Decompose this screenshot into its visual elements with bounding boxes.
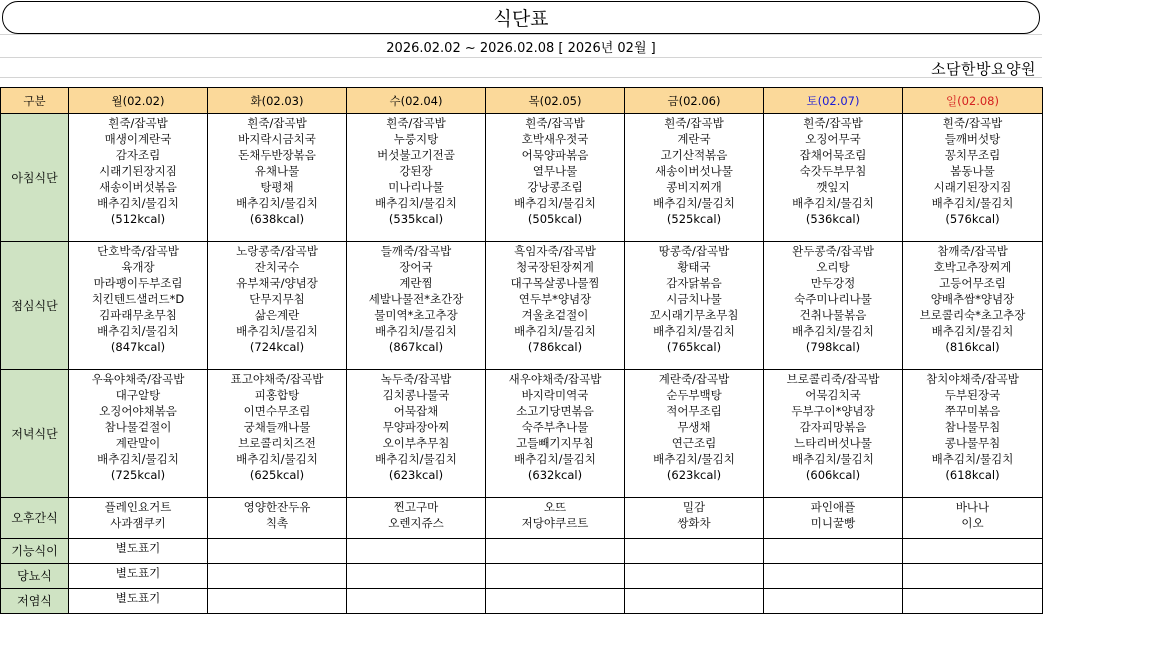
menu-item: 어묵김치국 bbox=[805, 388, 861, 402]
menu-cell bbox=[486, 370, 625, 498]
menu-item: 배추김치/물김치 bbox=[236, 196, 318, 210]
menu-item: 피홍합탕 bbox=[254, 388, 300, 402]
day-header-sat: 토(02.07) bbox=[764, 88, 903, 114]
menu-cell-items bbox=[347, 370, 485, 483]
menu-cell bbox=[69, 564, 208, 589]
calorie-value: (623kcal) bbox=[666, 468, 722, 482]
menu-cell bbox=[764, 114, 903, 242]
menu-cell bbox=[625, 589, 764, 614]
menu-item: 감자조림 bbox=[115, 148, 161, 162]
menu-item: 어묵양파볶음 bbox=[521, 148, 589, 162]
menu-cell-items bbox=[208, 589, 346, 590]
menu-cell-items bbox=[764, 564, 902, 565]
menu-item: 단호박죽/잡곡밥 bbox=[97, 244, 179, 258]
menu-cell-items bbox=[625, 370, 763, 483]
calorie-value: (632kcal) bbox=[527, 468, 583, 482]
menu-cell bbox=[903, 498, 1043, 539]
menu-cell-items bbox=[69, 370, 207, 483]
menu-item: 플레인요거트 bbox=[104, 500, 172, 514]
menu-item: 참나물무침 bbox=[944, 420, 1001, 434]
row-label: 오후간식 bbox=[1, 498, 69, 539]
menu-item: 꽁치무조림 bbox=[944, 148, 1001, 162]
menu-cell-items bbox=[347, 589, 485, 590]
menu-item: 장어국 bbox=[399, 260, 433, 274]
menu-cell-items bbox=[486, 539, 624, 540]
day-header-fri: 금(02.06) bbox=[625, 88, 764, 114]
calorie-value: (606kcal) bbox=[805, 468, 861, 482]
calorie-value: (765kcal) bbox=[666, 340, 722, 354]
menu-item: 브로콜리죽/잡곡밥 bbox=[786, 372, 880, 386]
menu-item: 별도표기 bbox=[115, 591, 161, 605]
menu-cell-items bbox=[208, 114, 346, 227]
menu-item: 저당야쿠르트 bbox=[521, 516, 589, 530]
menu-item: 배추김치/물김치 bbox=[514, 324, 596, 338]
calorie-value: (638kcal) bbox=[249, 212, 305, 226]
menu-cell-items bbox=[69, 539, 207, 556]
menu-cell-items bbox=[625, 498, 763, 531]
menu-cell bbox=[208, 564, 347, 589]
menu-cell-items bbox=[347, 242, 485, 355]
menu-item: 브로콜리치즈전 bbox=[238, 436, 316, 450]
menu-item: 오리탕 bbox=[816, 260, 850, 274]
menu-cell bbox=[347, 539, 486, 564]
menu-item: 바지락미역국 bbox=[521, 388, 589, 402]
menu-cell-items bbox=[208, 242, 346, 355]
menu-cell bbox=[69, 589, 208, 614]
menu-cell bbox=[208, 589, 347, 614]
menu-item: 봄동나물 bbox=[950, 164, 995, 178]
menu-cell-items bbox=[486, 589, 624, 590]
menu-item: 대구목살콩나물찜 bbox=[510, 276, 600, 290]
menu-item: 적어무조림 bbox=[666, 404, 722, 418]
menu-item: 참나물겉절이 bbox=[104, 420, 172, 434]
menu-item: 쭈꾸미볶음 bbox=[944, 404, 1001, 418]
menu-cell bbox=[208, 114, 347, 242]
menu-item: 흰죽/잡곡밥 bbox=[525, 116, 585, 130]
menu-item: 배추김치/물김치 bbox=[931, 452, 1014, 466]
menu-item: 표고야채죽/잡곡밥 bbox=[230, 372, 324, 386]
menu-item: 느타리버섯나물 bbox=[794, 436, 872, 450]
menu-item: 이면수무조림 bbox=[243, 404, 311, 418]
menu-item: 이오 bbox=[961, 516, 984, 530]
menu-item: 칙촉 bbox=[265, 516, 289, 530]
menu-item: 호박새우젓국 bbox=[521, 132, 589, 146]
menu-cell bbox=[486, 564, 625, 589]
row-label: 저녁식단 bbox=[1, 370, 69, 498]
menu-cell bbox=[903, 242, 1043, 370]
menu-item: 두부된장국 bbox=[944, 388, 1001, 402]
menu-cell-items bbox=[208, 498, 346, 531]
calorie-value: (535kcal) bbox=[388, 212, 444, 226]
header-label: 구분 bbox=[1, 88, 69, 114]
menu-cell bbox=[347, 114, 486, 242]
menu-item: 쌍화차 bbox=[677, 516, 711, 530]
menu-item: 삶은계란 bbox=[254, 308, 300, 322]
menu-row-dinner bbox=[1, 370, 1043, 498]
menu-item: 육개장 bbox=[121, 260, 155, 274]
menu-item: 양배추쌈*양념장 bbox=[930, 292, 1015, 306]
menu-cell bbox=[69, 242, 208, 370]
row-label: 기능식이 bbox=[1, 539, 69, 564]
menu-cell-items bbox=[903, 114, 1042, 227]
menu-cell-items bbox=[625, 114, 763, 227]
calorie-value: (847kcal) bbox=[110, 340, 166, 354]
menu-item: 연근조림 bbox=[671, 436, 717, 450]
menu-cell-items bbox=[486, 242, 624, 355]
menu-item: 열무나물 bbox=[532, 164, 578, 178]
menu-cell-items bbox=[764, 589, 902, 590]
menu-cell bbox=[625, 498, 764, 539]
menu-item: 흑임자죽/잡곡밥 bbox=[514, 244, 596, 258]
menu-cell-items bbox=[347, 539, 485, 540]
menu-item: 흰죽/잡곡밥 bbox=[108, 116, 168, 130]
menu-cell-items bbox=[903, 539, 1042, 540]
calorie-value: (576kcal) bbox=[945, 212, 1000, 226]
day-header-wed: 수(02.04) bbox=[347, 88, 486, 114]
menu-cell-items bbox=[903, 242, 1042, 355]
menu-item: 고기산적볶음 bbox=[660, 148, 728, 162]
menu-cell-items bbox=[764, 498, 902, 531]
menu-table bbox=[0, 87, 1043, 614]
menu-cell bbox=[625, 564, 764, 589]
menu-item: 계란죽/잡곡밥 bbox=[658, 372, 730, 386]
menu-item: 잡채어묵조림 bbox=[799, 148, 867, 162]
menu-item: 강된장 bbox=[399, 164, 433, 178]
calorie-value: (725kcal) bbox=[110, 468, 166, 482]
menu-cell bbox=[208, 370, 347, 498]
period-range: 2026.02.02 ~ 2026.02.08 [ 2026년 02월 ] bbox=[386, 40, 656, 56]
menu-cell-items bbox=[486, 114, 624, 227]
menu-item: 어묵잡채 bbox=[393, 404, 439, 418]
calorie-value: (505kcal) bbox=[527, 212, 583, 226]
day-header-mon: 월(02.02) bbox=[69, 88, 208, 114]
menu-item: 순두부백탕 bbox=[666, 388, 722, 402]
menu-item: 흰죽/잡곡밥 bbox=[247, 116, 307, 130]
menu-item: 배추김치/물김치 bbox=[653, 324, 735, 338]
menu-item: 땅콩죽/잡곡밥 bbox=[658, 244, 730, 258]
menu-cell bbox=[903, 114, 1043, 242]
menu-cell bbox=[625, 370, 764, 498]
menu-item: 유채나물 bbox=[254, 164, 300, 178]
row-label: 점심식단 bbox=[1, 242, 69, 370]
menu-item: 새우야채죽/잡곡밥 bbox=[508, 372, 602, 386]
organization-name: 소담한방요양원 bbox=[931, 59, 1036, 78]
menu-item: 감자닭볶음 bbox=[666, 276, 722, 290]
menu-item: 배추김치/물김치 bbox=[375, 324, 457, 338]
menu-item: 바나나 bbox=[955, 500, 990, 514]
menu-cell bbox=[69, 370, 208, 498]
menu-cell-items bbox=[903, 564, 1042, 565]
menu-item: 치킨텐드샐러드*D bbox=[91, 292, 185, 306]
menu-item: 콩나물무침 bbox=[944, 436, 1001, 450]
menu-item: 고등어무조림 bbox=[939, 276, 1006, 290]
menu-item: 영양한잔두유 bbox=[243, 500, 311, 514]
menu-item: 잔치국수 bbox=[254, 260, 300, 274]
menu-item: 들깨버섯탕 bbox=[944, 132, 1001, 146]
menu-item: 미나리나물 bbox=[388, 180, 444, 194]
menu-item: 배추김치/물김치 bbox=[931, 196, 1014, 210]
menu-item: 연두부*양념장 bbox=[518, 292, 592, 306]
menu-cell-items bbox=[69, 589, 207, 606]
menu-item: 노랑콩죽/잡곡밥 bbox=[236, 244, 318, 258]
menu-cell bbox=[903, 564, 1043, 589]
menu-cell bbox=[764, 589, 903, 614]
menu-cell bbox=[764, 539, 903, 564]
calorie-value: (798kcal) bbox=[805, 340, 861, 354]
menu-item: 참치야채죽/잡곡밥 bbox=[926, 372, 1019, 386]
calorie-value: (724kcal) bbox=[249, 340, 305, 354]
menu-cell-items bbox=[903, 370, 1042, 483]
menu-cell bbox=[69, 498, 208, 539]
menu-cell-items bbox=[764, 114, 902, 227]
menu-item: 흰죽/잡곡밥 bbox=[386, 116, 446, 130]
menu-cell bbox=[486, 242, 625, 370]
calorie-value: (623kcal) bbox=[388, 468, 444, 482]
menu-item: 숙주미나리나물 bbox=[794, 292, 872, 306]
menu-cell bbox=[903, 539, 1043, 564]
menu-cell-items bbox=[69, 564, 207, 581]
menu-item: 콩비지찌개 bbox=[666, 180, 722, 194]
menu-item: 시금치나물 bbox=[666, 292, 722, 306]
menu-item: 계란찜 bbox=[399, 276, 433, 290]
calorie-value: (867kcal) bbox=[388, 340, 444, 354]
menu-item: 브로콜리숙*초고추장 bbox=[919, 308, 1026, 322]
menu-cell-items bbox=[208, 370, 346, 483]
menu-item: 배추김치/물김치 bbox=[514, 452, 596, 466]
menu-item: 호박고추장찌게 bbox=[933, 260, 1012, 274]
menu-cell-items bbox=[486, 564, 624, 565]
menu-item: 버섯불고기전골 bbox=[377, 148, 455, 162]
menu-item: 바지락시금치국 bbox=[238, 132, 316, 146]
menu-item: 매생이계란국 bbox=[104, 132, 172, 146]
menu-row-low-sodium-diet bbox=[1, 589, 1043, 614]
menu-item: 오징어야채볶음 bbox=[99, 404, 177, 418]
menu-item: 배추김치/물김치 bbox=[653, 452, 735, 466]
menu-item: 겨울초겉절이 bbox=[521, 308, 589, 322]
menu-cell-items bbox=[347, 564, 485, 565]
menu-item: 배추김치/물김치 bbox=[97, 324, 179, 338]
menu-item: 탕평채 bbox=[260, 180, 294, 194]
menu-item: 김파래무초무침 bbox=[99, 308, 177, 322]
menu-cell-items bbox=[347, 114, 485, 227]
calorie-value: (786kcal) bbox=[527, 340, 583, 354]
menu-cell bbox=[903, 370, 1043, 498]
menu-cell bbox=[625, 539, 764, 564]
calorie-value: (525kcal) bbox=[666, 212, 722, 226]
menu-item: 황태국 bbox=[677, 260, 711, 274]
menu-item: 세발나물전*초간장 bbox=[368, 292, 464, 306]
menu-cell-items bbox=[625, 564, 763, 565]
row-label: 저염식 bbox=[1, 589, 69, 614]
menu-cell-items bbox=[764, 242, 902, 355]
menu-item: 무양파장아찌 bbox=[382, 420, 450, 434]
menu-item: 누룽지탕 bbox=[393, 132, 439, 146]
menu-cell bbox=[69, 539, 208, 564]
menu-cell bbox=[486, 589, 625, 614]
menu-cell-items bbox=[208, 539, 346, 540]
menu-row-afternoon-snack bbox=[1, 498, 1043, 539]
menu-cell-items bbox=[69, 114, 207, 227]
page-title: 식단표 bbox=[2, 1, 1040, 34]
menu-item: 참깨죽/잡곡밥 bbox=[937, 244, 1008, 258]
menu-cell bbox=[208, 539, 347, 564]
menu-item: 만두강정 bbox=[810, 276, 856, 290]
menu-item: 배추김치/물김치 bbox=[375, 196, 457, 210]
menu-row-breakfast bbox=[1, 114, 1043, 242]
calorie-value: (536kcal) bbox=[805, 212, 861, 226]
day-header-thu: 목(02.05) bbox=[486, 88, 625, 114]
menu-item: 별도표기 bbox=[115, 566, 161, 580]
menu-item: 새송이버섯나물 bbox=[655, 164, 733, 178]
menu-cell bbox=[486, 114, 625, 242]
menu-item: 배추김치/물김치 bbox=[236, 324, 318, 338]
menu-cell-items bbox=[69, 242, 207, 355]
menu-cell-items bbox=[625, 242, 763, 355]
menu-item: 미니꿀빵 bbox=[810, 516, 856, 530]
menu-item: 들깨죽/잡곡밥 bbox=[380, 244, 452, 258]
menu-row-functional-diet bbox=[1, 539, 1043, 564]
menu-cell-items bbox=[764, 370, 902, 483]
menu-cell bbox=[486, 498, 625, 539]
menu-item: 밀감 bbox=[682, 500, 706, 514]
menu-item: 배추김치/물김치 bbox=[236, 452, 318, 466]
menu-item: 두부구이*양념장 bbox=[791, 404, 875, 418]
menu-item: 숙갓두부무침 bbox=[799, 164, 867, 178]
menu-item: 감자피망볶음 bbox=[799, 420, 867, 434]
menu-cell bbox=[764, 564, 903, 589]
menu-item: 단무지무침 bbox=[249, 292, 305, 306]
calorie-value: (512kcal) bbox=[110, 212, 166, 226]
menu-cell-items bbox=[625, 539, 763, 540]
menu-item: 별도표기 bbox=[115, 541, 161, 555]
menu-cell bbox=[764, 242, 903, 370]
menu-item: 찐고구마 bbox=[393, 500, 439, 514]
menu-cell bbox=[208, 242, 347, 370]
day-header-tue: 화(02.03) bbox=[208, 88, 347, 114]
menu-item: 배추김치/물김치 bbox=[97, 452, 179, 466]
menu-item: 궁채들깨나물 bbox=[243, 420, 311, 434]
menu-item: 배추김치/물김치 bbox=[97, 196, 179, 210]
menu-cell-items bbox=[486, 498, 624, 531]
gridline bbox=[0, 57, 1042, 58]
day-header-sun: 일(02.08) bbox=[903, 88, 1043, 114]
menu-cell-items bbox=[903, 589, 1042, 590]
menu-item: 시래기된장지짐 bbox=[99, 164, 177, 178]
menu-cell bbox=[347, 242, 486, 370]
menu-cell-items bbox=[764, 539, 902, 540]
menu-item: 숙주부추나물 bbox=[521, 420, 589, 434]
menu-item: 돈채두반장볶음 bbox=[238, 148, 316, 162]
menu-item: 오렌지쥬스 bbox=[388, 516, 444, 530]
menu-cell bbox=[69, 114, 208, 242]
menu-cell bbox=[347, 370, 486, 498]
menu-item: 마라팽이두부조림 bbox=[93, 276, 183, 290]
menu-row-lunch bbox=[1, 242, 1043, 370]
menu-item: 녹두죽/잡곡밥 bbox=[380, 372, 452, 386]
calorie-value: (816kcal) bbox=[945, 340, 1000, 354]
menu-cell bbox=[625, 114, 764, 242]
menu-cell-items bbox=[903, 498, 1042, 531]
menu-item: 건취나물볶음 bbox=[799, 308, 867, 322]
menu-item: 김치콩나물국 bbox=[382, 388, 450, 402]
menu-item: 새송이버섯볶음 bbox=[99, 180, 177, 194]
menu-item: 파인애플 bbox=[810, 500, 856, 514]
row-label: 당뇨식 bbox=[1, 564, 69, 589]
menu-item: 배추김치/물김치 bbox=[792, 324, 874, 338]
menu-cell bbox=[208, 498, 347, 539]
menu-cell bbox=[486, 539, 625, 564]
menu-cell-items bbox=[625, 589, 763, 590]
menu-cell bbox=[764, 370, 903, 498]
menu-item: 대구알탕 bbox=[115, 388, 161, 402]
menu-item: 고들빼기지무침 bbox=[516, 436, 594, 450]
menu-cell-items bbox=[347, 498, 485, 531]
menu-item: 유부채국/양념장 bbox=[236, 276, 318, 290]
menu-cell-items bbox=[69, 498, 207, 531]
header-row bbox=[1, 88, 1043, 114]
menu-item: 배추김치/물김치 bbox=[653, 196, 735, 210]
calorie-value: (625kcal) bbox=[249, 468, 305, 482]
calorie-value: (618kcal) bbox=[945, 468, 1000, 482]
menu-cell-items bbox=[486, 370, 624, 483]
menu-item: 소고기당면볶음 bbox=[516, 404, 594, 418]
menu-item: 계란국 bbox=[677, 132, 711, 146]
gridline bbox=[0, 77, 1042, 78]
menu-item: 깻잎지 bbox=[816, 180, 850, 194]
menu-item: 흰죽/잡곡밥 bbox=[664, 116, 724, 130]
menu-item: 무생채 bbox=[677, 420, 711, 434]
menu-item: 흰죽/잡곡밥 bbox=[803, 116, 863, 130]
menu-item: 배추김치/물김치 bbox=[514, 196, 596, 210]
menu-row-diabetic-diet bbox=[1, 564, 1043, 589]
menu-item: 배추김치/물김치 bbox=[931, 324, 1014, 338]
menu-item: 배추김치/물김치 bbox=[792, 196, 874, 210]
menu-cell bbox=[347, 564, 486, 589]
menu-item: 물미역*초고추장 bbox=[374, 308, 458, 322]
menu-cell bbox=[625, 242, 764, 370]
menu-item: 사과잼쿠키 bbox=[110, 516, 166, 530]
menu-item: 계란말이 bbox=[115, 436, 161, 450]
menu-item: 청국장된장찌게 bbox=[516, 260, 594, 274]
menu-cell bbox=[347, 589, 486, 614]
row-label: 아침식단 bbox=[1, 114, 69, 242]
menu-cell bbox=[347, 498, 486, 539]
menu-cell-items bbox=[208, 564, 346, 565]
menu-item: 시래기된장지짐 bbox=[933, 180, 1012, 194]
menu-item: 오뜨 bbox=[543, 500, 567, 514]
menu-item: 배추김치/물김치 bbox=[792, 452, 874, 466]
menu-cell bbox=[903, 589, 1043, 614]
menu-item: 꼬시래기무초무침 bbox=[649, 308, 739, 322]
menu-cell bbox=[764, 498, 903, 539]
menu-item: 강낭콩조림 bbox=[527, 180, 583, 194]
menu-item: 오이부추무침 bbox=[382, 436, 450, 450]
menu-item: 완두콩죽/잡곡밥 bbox=[792, 244, 874, 258]
menu-item: 배추김치/물김치 bbox=[375, 452, 457, 466]
menu-item: 오징어무국 bbox=[805, 132, 861, 146]
menu-item: 우육야채죽/잡곡밥 bbox=[91, 372, 185, 386]
menu-item: 흰죽/잡곡밥 bbox=[942, 116, 1003, 130]
